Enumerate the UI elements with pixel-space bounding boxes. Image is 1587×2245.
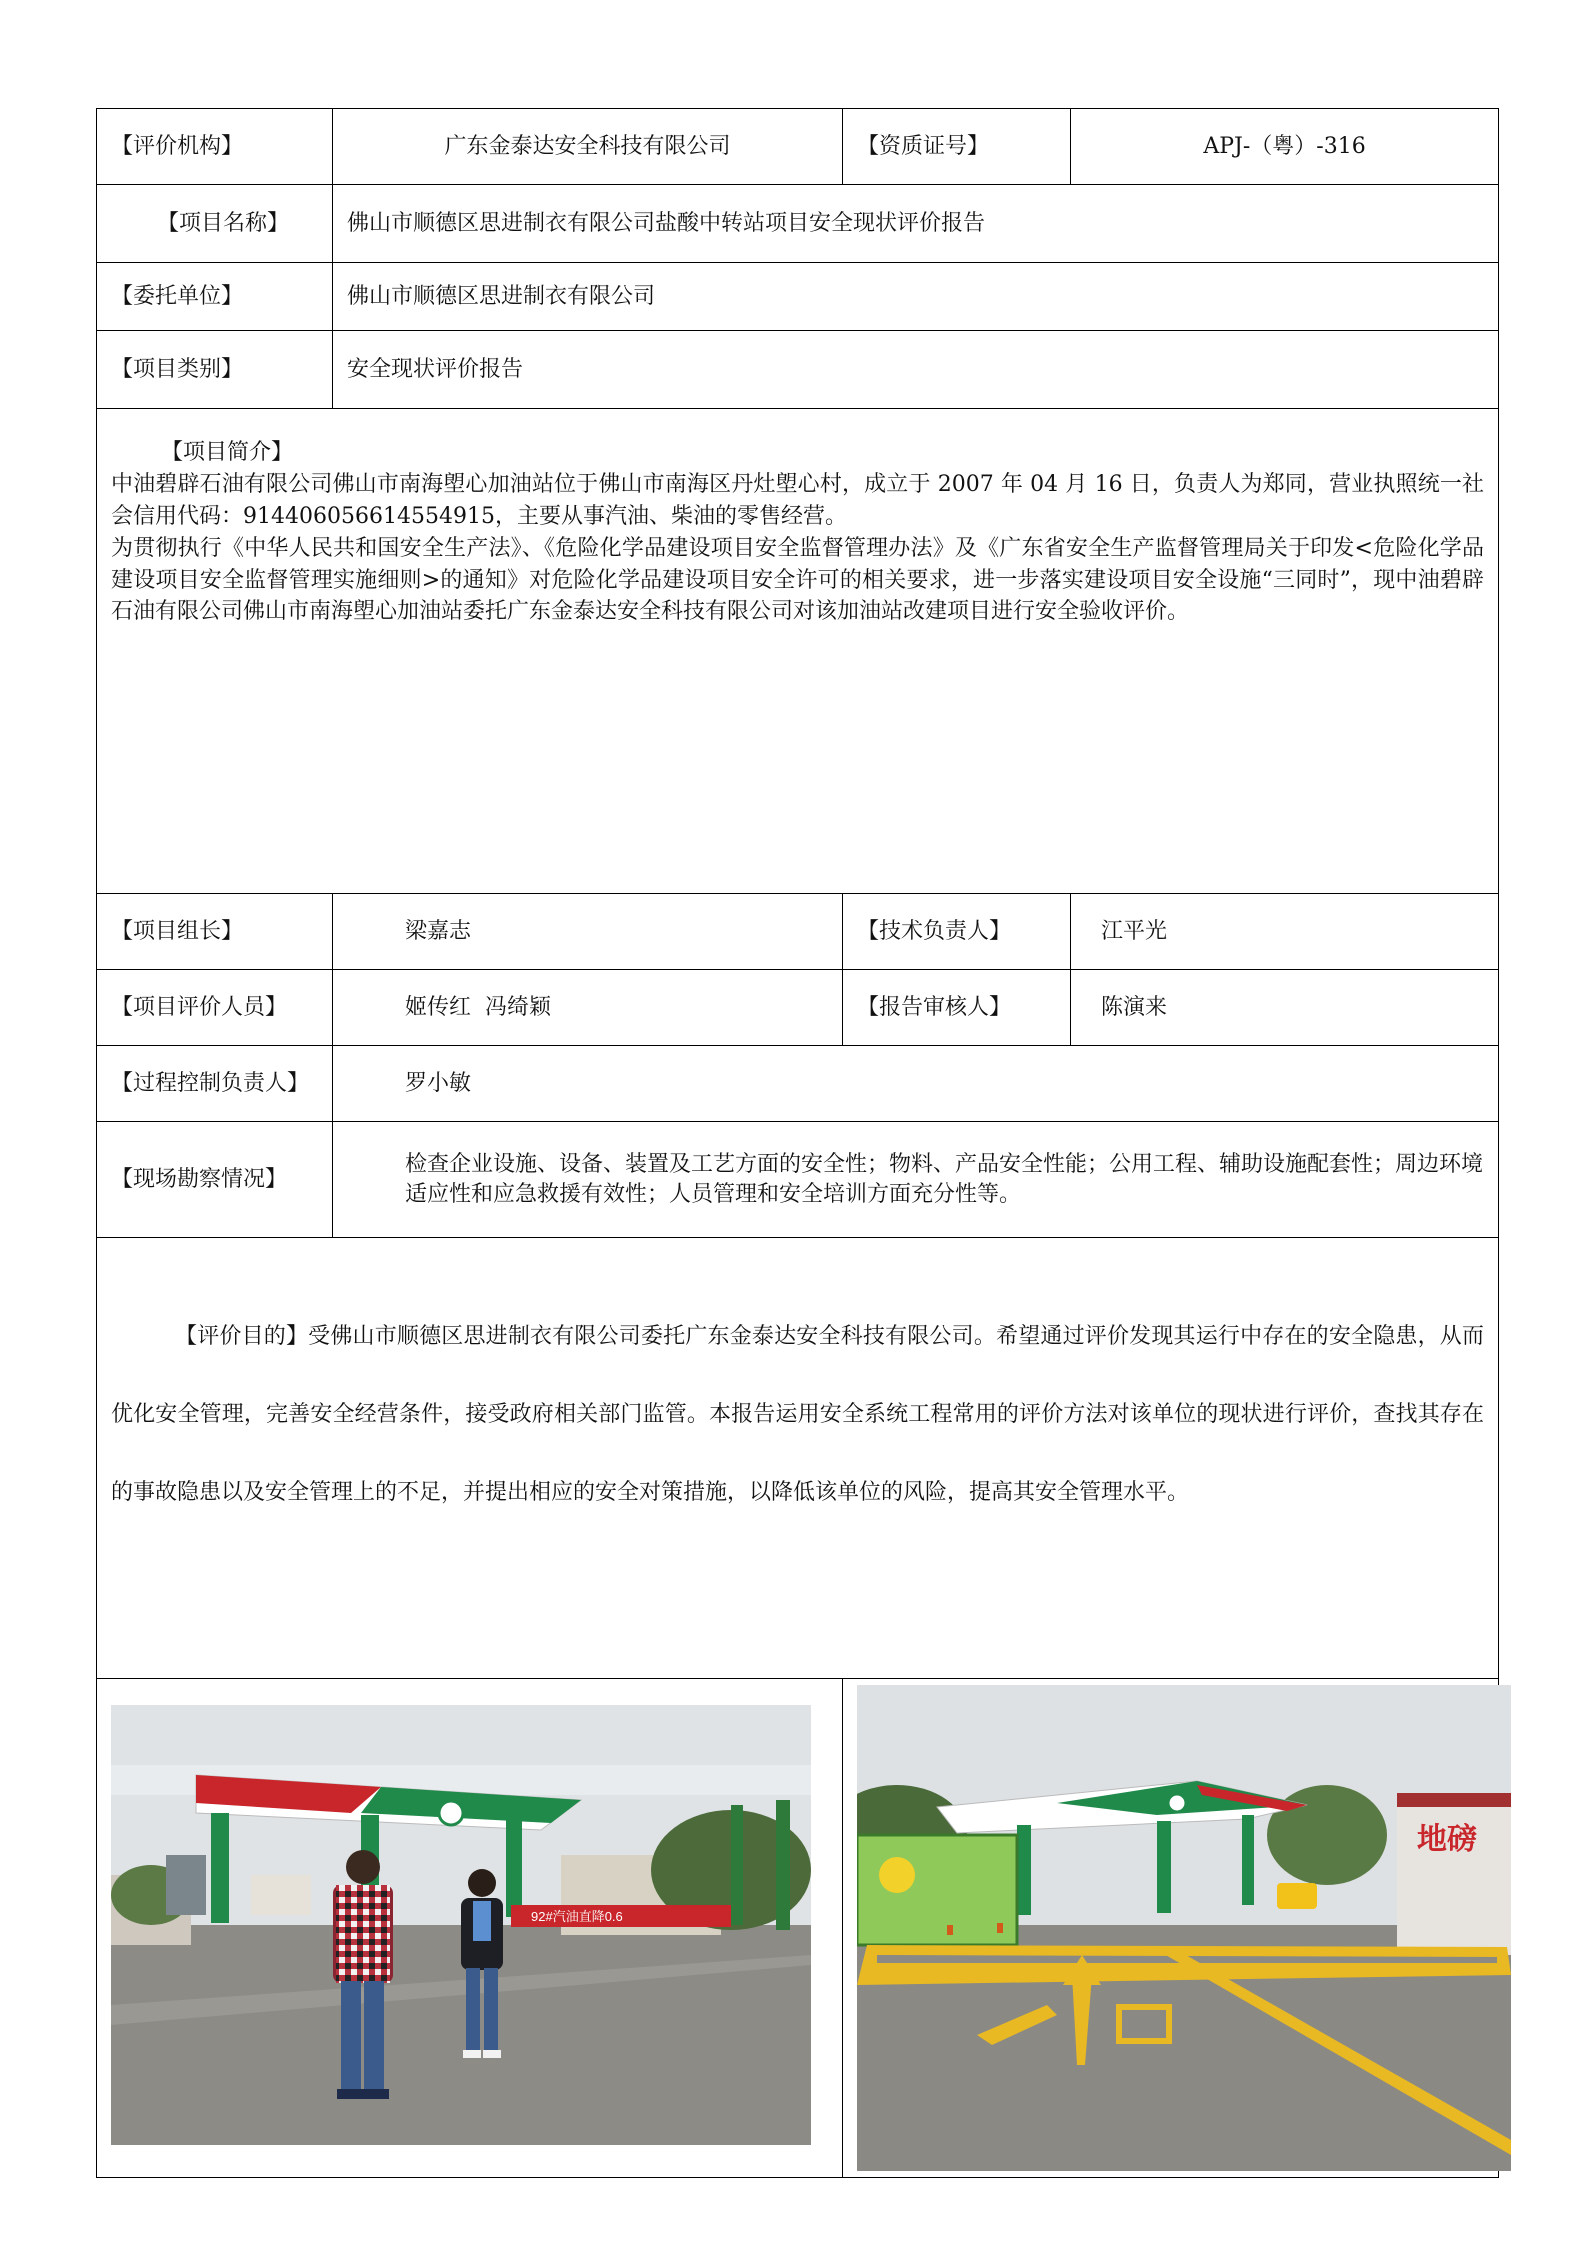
reviewer-value: 陈演来	[1071, 970, 1499, 1046]
cert-value: APJ-（粤）-316	[1071, 109, 1499, 185]
org-label: 【评价机构】	[97, 109, 333, 185]
org-value: 广东金泰达安全科技有限公司	[333, 109, 843, 185]
org-row	[97, 109, 1499, 185]
project-name-label: 【项目名称】	[97, 185, 333, 263]
intro-paragraph-1: 中油碧辟石油有限公司佛山市南海塱心加油站位于佛山市南海区丹灶塱心村，成立于 2007 年 04 月 16 日，负责人为郑同，营业执照统一社会信用代码：91440605661455491​5，主要从事汽油、柴油的零售经营。	[111, 471, 1485, 529]
tech-value: 江平光	[1071, 894, 1499, 970]
leader-label: 【项目组长】	[97, 894, 333, 970]
gas-station-photo-right	[857, 1685, 1511, 2171]
leader-row	[97, 894, 1499, 970]
evaluators-label: 【项目评价人员】	[97, 970, 333, 1046]
category-label: 【项目类别】	[97, 331, 333, 409]
photos-row	[97, 1679, 1499, 2178]
intro-row	[97, 409, 1499, 894]
process-label: 【过程控制负责人】	[97, 1046, 333, 1122]
purpose-cell	[97, 1238, 1499, 1679]
cert-label: 【资质证号】	[843, 109, 1071, 185]
client-label: 【委托单位】	[97, 263, 333, 331]
leader-value: 梁嘉志	[333, 894, 843, 970]
client-value: 佛山市顺德区思进制衣有限公司	[333, 263, 1499, 331]
intro-paragraph-2: 为贯彻执行《中华人民共和国安全生产法》、《危险化学品建设项目安全监督管理办法》及《广东省安全生产监督管理局关于印发<危险化学品建设项目安全监督管理实施细则>的通知》对危险化学品建设项目安全许可的相关要求，进一步落实建设项目安全设施“三同时”，现中油碧辟石油有限公司佛山市南海塱心加油站委托广东金泰达安全科技有限公司对该加油站改建项目进行安全验收评价。	[111, 535, 1485, 625]
photo-cell-left	[97, 1679, 843, 2178]
survey-value: 检查企业设施、设备、装置及工艺方面的安全性；物料、产品安全性能；公用工程、辅助设施配套性；周边环境适应性和应急救援有效性；人员管理和安全培训方面充分性等。	[333, 1122, 1499, 1238]
category-row	[97, 331, 1499, 409]
process-row	[97, 1046, 1499, 1122]
project-name-value: 佛山市顺德区思进制衣有限公司盐酸中转站项目安全现状评价报告	[333, 185, 1499, 263]
reviewer-label: 【报告审核人】	[843, 970, 1071, 1046]
survey-label: 【现场勘察情况】	[97, 1122, 333, 1238]
purpose-text: 受佛山市顺德区思进制衣有限公司委托广东金泰达安全科技有限公司。希望通过评价发现其运行中存在的安全隐患，从而优化安全管理，完善安全经营条件，接受政府相关部门监管。本报告运用安全系统工程常用的评价方法对该单位的现状进行评价，查找其存在的事故隐患以及安全管理上的不足，并提出相应的安全对策措施，以降低该单位的风险，提高其安全管理水平。	[111, 1324, 1485, 1505]
process-value: 罗小敏	[333, 1046, 1499, 1122]
purpose-label: 【评价目的】	[175, 1324, 309, 1349]
survey-row	[97, 1122, 1499, 1238]
gas-station-photo-left	[111, 1705, 811, 2145]
site-photo-left	[111, 1705, 811, 2145]
evaluators-row	[97, 970, 1499, 1046]
intro-label: 【项目简介】	[161, 440, 294, 465]
right-photo-sign: 地磅	[1417, 1822, 1478, 1857]
left-photo-sign: 92#汽油直降0.6	[531, 1909, 623, 1924]
category-value: 安全现状评价报告	[333, 331, 1499, 409]
intro-cell	[97, 409, 1499, 894]
site-photo-right	[857, 1685, 1511, 2171]
photo-cell-right	[843, 1679, 1499, 2178]
report-table	[96, 108, 1499, 2178]
client-row	[97, 263, 1499, 331]
purpose-paragraph	[111, 1298, 1484, 1532]
purpose-row	[97, 1238, 1499, 1679]
report-sheet	[96, 108, 1498, 2178]
evaluators-value: 姬传红 冯绮颖	[333, 970, 843, 1046]
project-name-row	[97, 185, 1499, 263]
tech-label: 【技术负责人】	[843, 894, 1071, 970]
